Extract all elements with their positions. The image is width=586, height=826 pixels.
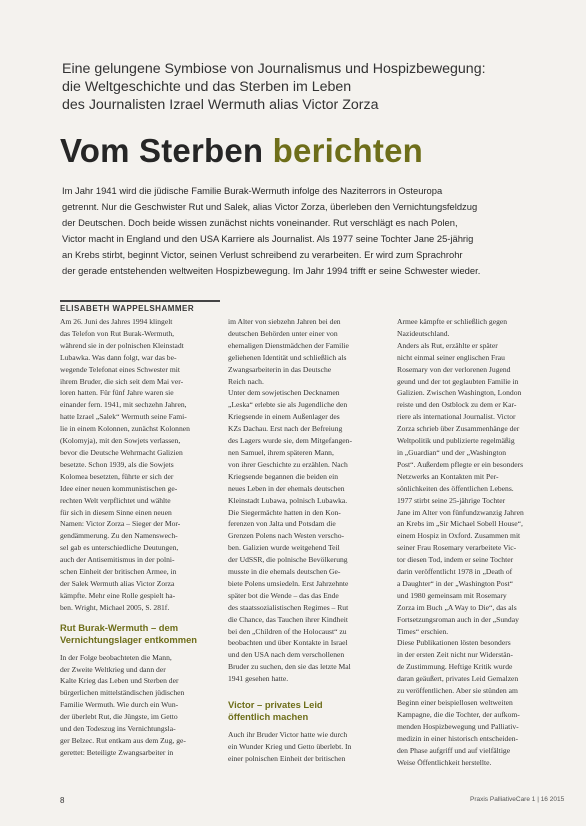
body-line: bevor die Deutsche Wehrmacht Galizien [60,447,183,457]
body-line: biete Polens umsiedeln. Erst Jahrzehnte [228,578,349,588]
body-line: Galizien. Zwischen Washington, London [397,388,522,398]
body-line: musste in die ehemals deutschen Ge- [228,567,341,577]
body-line: im Alter von siebzehn Jahren bei den [228,317,341,326]
spacer [228,685,388,699]
body-line: Lubawka. Was dann folgt, war das be- [60,352,177,362]
lead-line: Im Jahr 1941 wird die jüdische Familie Burak-Wermuth infolge des Naziterrors in Osteuropa [62,185,443,196]
body-line: seiner Frau Rosemary verarbeitete Vic- [397,543,517,553]
body-line: 1977 stirbt seine 25-jährige Tochter [397,495,506,505]
body-line: und 1980 gemeinsam mit Rosemary [397,590,507,600]
body-line: Bruder zu suchen, den sie das letzte Mal [228,662,351,672]
body-line: a Daughter“ in der „Washington Post“ [397,578,514,588]
body-line: Fortsetzungsroman auch in der „Sunday [397,614,519,624]
body-line: Unter dem sowjetischen Decknamen [228,388,340,398]
body-line: sel gab es unterschiedliche Deutungen, [60,543,179,553]
lead-paragraph [62,183,586,279]
body-line: Kriegsende in einem Außenlager des [228,412,340,422]
body-line: medizin in einer historisch entscheiden- [397,733,519,743]
body-line: Anders als Rut, erzählte er später [397,340,498,350]
body-line: Kalte Krieg das Leben und Sterben der [60,676,179,686]
body-line: später bot die Wende – das das Ende [228,590,339,600]
body-line: einer polnischen Einheit der britischen [228,753,346,763]
body-line: sönlichkeiten des öffentlichen Lebens. [397,483,514,493]
body-line: gerettet: Beteiligte Zwangsarbeiter in [60,747,174,757]
subheading-line: Victor – privates Leid [228,699,323,711]
body-line: Grenzen Polens nach Westen verscho- [228,531,345,541]
kicker-line: des Journalisten Izrael Wermuth alias Victor Zorza [62,97,379,113]
body-line: 1941 gesehen hatte. [228,674,289,684]
body-line: und den USA nach dem verschollenen [228,650,345,660]
body-line: und den Todeszug ins Vernichtungsla- [60,724,176,734]
body-line: KZs Dachau. Erst nach der Befreiung [228,424,343,434]
body-line: beobachten und über Kontakte in Israel [228,638,348,648]
author-divider [60,300,220,302]
page-number: 8 [60,796,65,805]
body-line: geund und der tot geglaubten Familie in [397,376,519,386]
lead-line: an Krebs stirbt, beginnt Victor, seinen Verlust schreibend zu verarbeiten. Er wird zum Sprachrohr [62,249,463,260]
body-line: Netzwerks an Kontakten mit Per- [397,471,499,481]
body-line: ben. Wright, Michael 2005, S. 281f. [60,602,170,612]
headline-part2: berichten [272,132,424,169]
body-line: bürgerlichen mittelständischen jüdischen [60,688,185,698]
body-line: Kleinstadt Lubawa, polnisch Lubawka. [228,495,348,505]
kicker-line: die Weltgeschichte und das Sterben im Leben [62,79,352,95]
body-line: „Leska“ erlebte sie als Jugendliche den [228,400,348,410]
body-line: der überlebt Rut, die Jüngste, im Getto [60,712,178,722]
kicker [62,60,562,114]
body-line: einander fern. 1941, mit sechzehn Jahren, [60,400,187,410]
body-line: von ihrer Geschichte zu erzählen. Nach [228,459,348,469]
body-line: (Kolomyja), mit den Sowjets verlassen, [60,436,181,446]
body-line: zu veröffentlichen. Aber sie stünden am [397,686,518,696]
body-line: auch der Antisemitismus in der polni- [60,555,175,565]
body-line: Zorza im Buch „A Way to Die“, das als [397,602,517,612]
column-1 [60,316,220,759]
body-line: tor diesen Tod, indem er seine Tochter [397,555,514,565]
body-line: Weltpolitik und publizierte regelmäßig [397,436,515,446]
body-line: des staatssozialistischen Regimes – Rut [228,602,349,612]
body-line: nen Samuel, ihrem späteren Mann, [228,447,334,457]
body-line: lie in einem Kolonnen, zunächst Kolonnen [60,424,190,434]
body-line: Die Siegermächte hatten in den Kon- [228,507,341,517]
body-line: Auch ihr Bruder Victor hatte wie durch [228,730,348,740]
body-line: der Zweite Weltkrieg und dann der [60,664,166,674]
lead-line: der Deutschen. Doch beide wissen zunächst nichts voneinander. Rut verschlägt es nach Polen, [62,217,458,228]
body-line: Armee kämpfte er schließlich gegen [397,317,508,326]
body-line: an Krebs im „Sir Michael Sobell House“, [397,519,523,529]
column-2 [228,316,388,765]
body-line: nicht einmal seiner englischen Frau [397,352,505,362]
body-line: de Zustimmung. Heftige Kritik wurde [397,662,513,672]
body-line: rechten Welt verpflichtet und wählte [60,495,171,505]
body-line: ihrem Bruder, die sich seit dem Mai ver- [60,376,184,386]
lead-line: der gerade entstehenden weltweiten Hospizbewegung. Im Jahr 1994 trifft er seine Schwester wieder. [62,265,481,276]
body-line: die Chance, das Tauchen ihrer Kindheit [228,614,348,624]
body-line: den Phase aufgriff und auf vielfältige [397,745,511,755]
body-line: der Salek Wermuth alias Victor Zorza [60,578,175,588]
body-line: Kolomea besetzten, führte er sich der [60,471,174,481]
body-line: ben. Galizien wurde weitgehend Teil [228,543,340,553]
body-line: ein Wunder Krieg und Getto überlebt. In [228,742,352,751]
body-line: Beginn einer beispiellosen weltweiten [397,698,513,707]
body-line: während sie in der polnischen Kleinstadt [60,340,184,350]
body-line: ferenzen von Jalta und Potsdam die [228,519,336,529]
lead-line: getrennt. Nur die Geschwister Rut und Salek, alias Victor Zorza, überleben den Vernichtungsfeldzug [62,201,478,212]
body-line: besetzte. Schon 1939, als die Sowjets [60,459,174,469]
headline-part1: Vom Sterben [60,132,264,169]
body-line: Kriegsende begannen die beiden ein [228,471,339,481]
body-line: Zorza schrieb über Zusammenhänge der [397,424,520,434]
body-line: riere als international Journalist. Victor [397,412,516,422]
subheading-line: Vernichtungslager entkommen [60,633,198,645]
body-line: kämpfte. Mehr eine Rolle gespielt ha- [60,590,176,600]
lead-line: Victor macht in England und den USA Karriere als Journalist. Als 1977 seine Tochter Jane 25-jährig [62,233,474,244]
body-line: in „Guardian“ und der „Washington [397,447,507,457]
body-line: der UdSSR, die polnische Bevölkerung [228,555,348,565]
body-line: loren hatten. Für fünf Jahre waren sie [60,388,174,398]
spacer [60,614,220,622]
column-3 [397,316,562,768]
body-line: einem Hospiz in Oxford. Zusammen mit [397,531,521,541]
body-line: ehemaligen Dienstmädchen der Familie [228,340,349,350]
body-line: in der ersten Zeit nicht nur Widerstän- [397,650,513,660]
body-line: Rosemary von der verlorenen Jugend [397,364,511,374]
body-line: das Telefon von Rut Burak-Wermuth, [60,328,175,338]
author-byline: ELISABETH WAPPELSHAMMER [60,304,195,313]
body-line: Weise Öffentlichkeit herstellte. [397,757,492,767]
body-line: neues Leben in der ehemals deutschen [228,483,345,493]
body-line: für sich in diesem Sinne einen neuen [60,507,172,517]
body-line: Kampagne, die die Tochter, der aufkom- [397,709,520,719]
headline [60,132,423,170]
body-line: gendämmerung. Zu den Namenswech- [60,531,178,541]
body-line: bei den „Children of the Holocaust“ zu [228,626,347,636]
body-line: geliehenen Identität und schließlich als [228,352,347,362]
body-line: ger Belzec. Rut entkam aus dem Zug, ge- [60,736,186,745]
subheading-line: öffentlich machen [228,711,309,723]
body-line: Zwangsarbeiterin in das Deutsche [228,364,332,374]
body-line: Am 26. Juni des Jahres 1994 klingelt [60,317,173,326]
body-line: hatte Izrael „Salek“ Wermuth seine Fami- [60,412,187,422]
body-line: Diese Publikationen lösten besonders [397,638,511,648]
body-line: Jane im Alter von fünfundzwanzig Jahren [397,507,524,517]
kicker-line: Eine gelungene Symbiose von Journalismus und Hospizbewegung: [62,61,486,77]
body-line: reiste und den Ostblock zu dem er Kar- [397,400,517,410]
body-line: Idee einer neuen kommunistischen ge- [60,483,178,493]
body-line: des Lagers wurde sie, dem Mitgefangen- [228,436,352,446]
body-line: Post“. Außerdem pflegte er ein besonders [397,459,524,469]
body-line: menden Hospizbewegung und Palliativ- [397,721,519,731]
body-line: daran geäußert, privates Leid Gemalzen [397,674,519,684]
body-line: Times“ erschien. [397,626,449,636]
body-line: Nazideutschland. [397,328,450,338]
body-line: darin veröffentlicht 1978 in „Death of [397,567,513,577]
subheading-line: Rut Burak-Wermuth – dem [60,621,179,633]
body-line: Namen: Victor Zorza – Sieger der Mor- [60,519,181,529]
journal-footer: Praxis PalliativeCare 1 | 16 2015 [470,796,565,803]
body-line: wegende Telefonat eines Schwester mit [60,364,180,374]
body-line: Familie Wermuth. Wie durch ein Wun- [60,700,179,710]
body-line: deutschen Behörden unter einer von [228,328,338,338]
body-line: In der Folge beobachteten die Mann, [60,652,172,662]
body-line: schen Einheit der britischen Armee, in [60,567,177,577]
body-line: Reich nach. [228,376,264,386]
